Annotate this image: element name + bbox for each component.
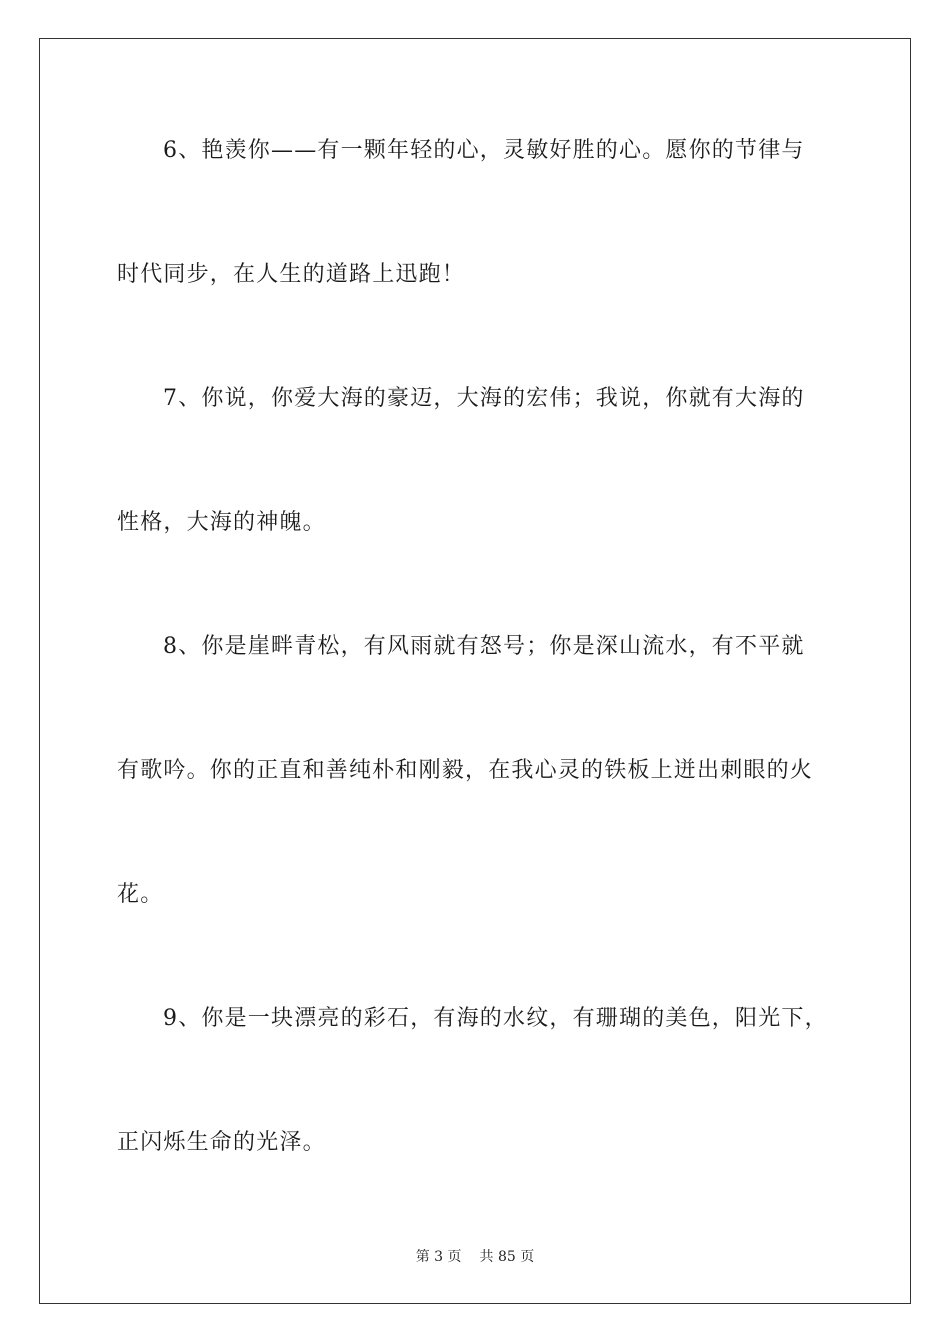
page-total: 共 85 页 xyxy=(479,1249,535,1265)
paragraph-7-line-1: 7、你说，你爱大海的豪迈，大海的宏伟；我说，你就有大海的 xyxy=(163,386,805,411)
paragraph-8-line-2: 有歌吟。你的正直和善纯朴和刚毅，在我心灵的铁板上迸出刺眼的火 xyxy=(117,758,814,783)
paragraph-6-line-2: 时代同步，在人生的道路上迅跑！ xyxy=(117,262,466,287)
page-frame xyxy=(39,38,911,1304)
paragraph-8-line-3: 花。 xyxy=(117,882,164,907)
paragraph-9-line-2: 正闪烁生命的光泽。 xyxy=(117,1130,326,1155)
paragraph-7-line-2: 性格，大海的神魄。 xyxy=(117,510,326,535)
page-footer xyxy=(0,1247,950,1267)
paragraph-8-line-1: 8、你是崖畔青松，有风雨就有怒号；你是深山流水，有不平就 xyxy=(163,634,805,659)
paragraph-6-line-1: 6、艳羡你——有一颗年轻的心，灵敏好胜的心。愿你的节律与 xyxy=(163,138,805,163)
page-number: 第 3 页 xyxy=(415,1249,462,1265)
paragraph-9-line-1: 9、你是一块漂亮的彩石，有海的水纹，有珊瑚的美色，阳光下， xyxy=(163,1006,828,1031)
